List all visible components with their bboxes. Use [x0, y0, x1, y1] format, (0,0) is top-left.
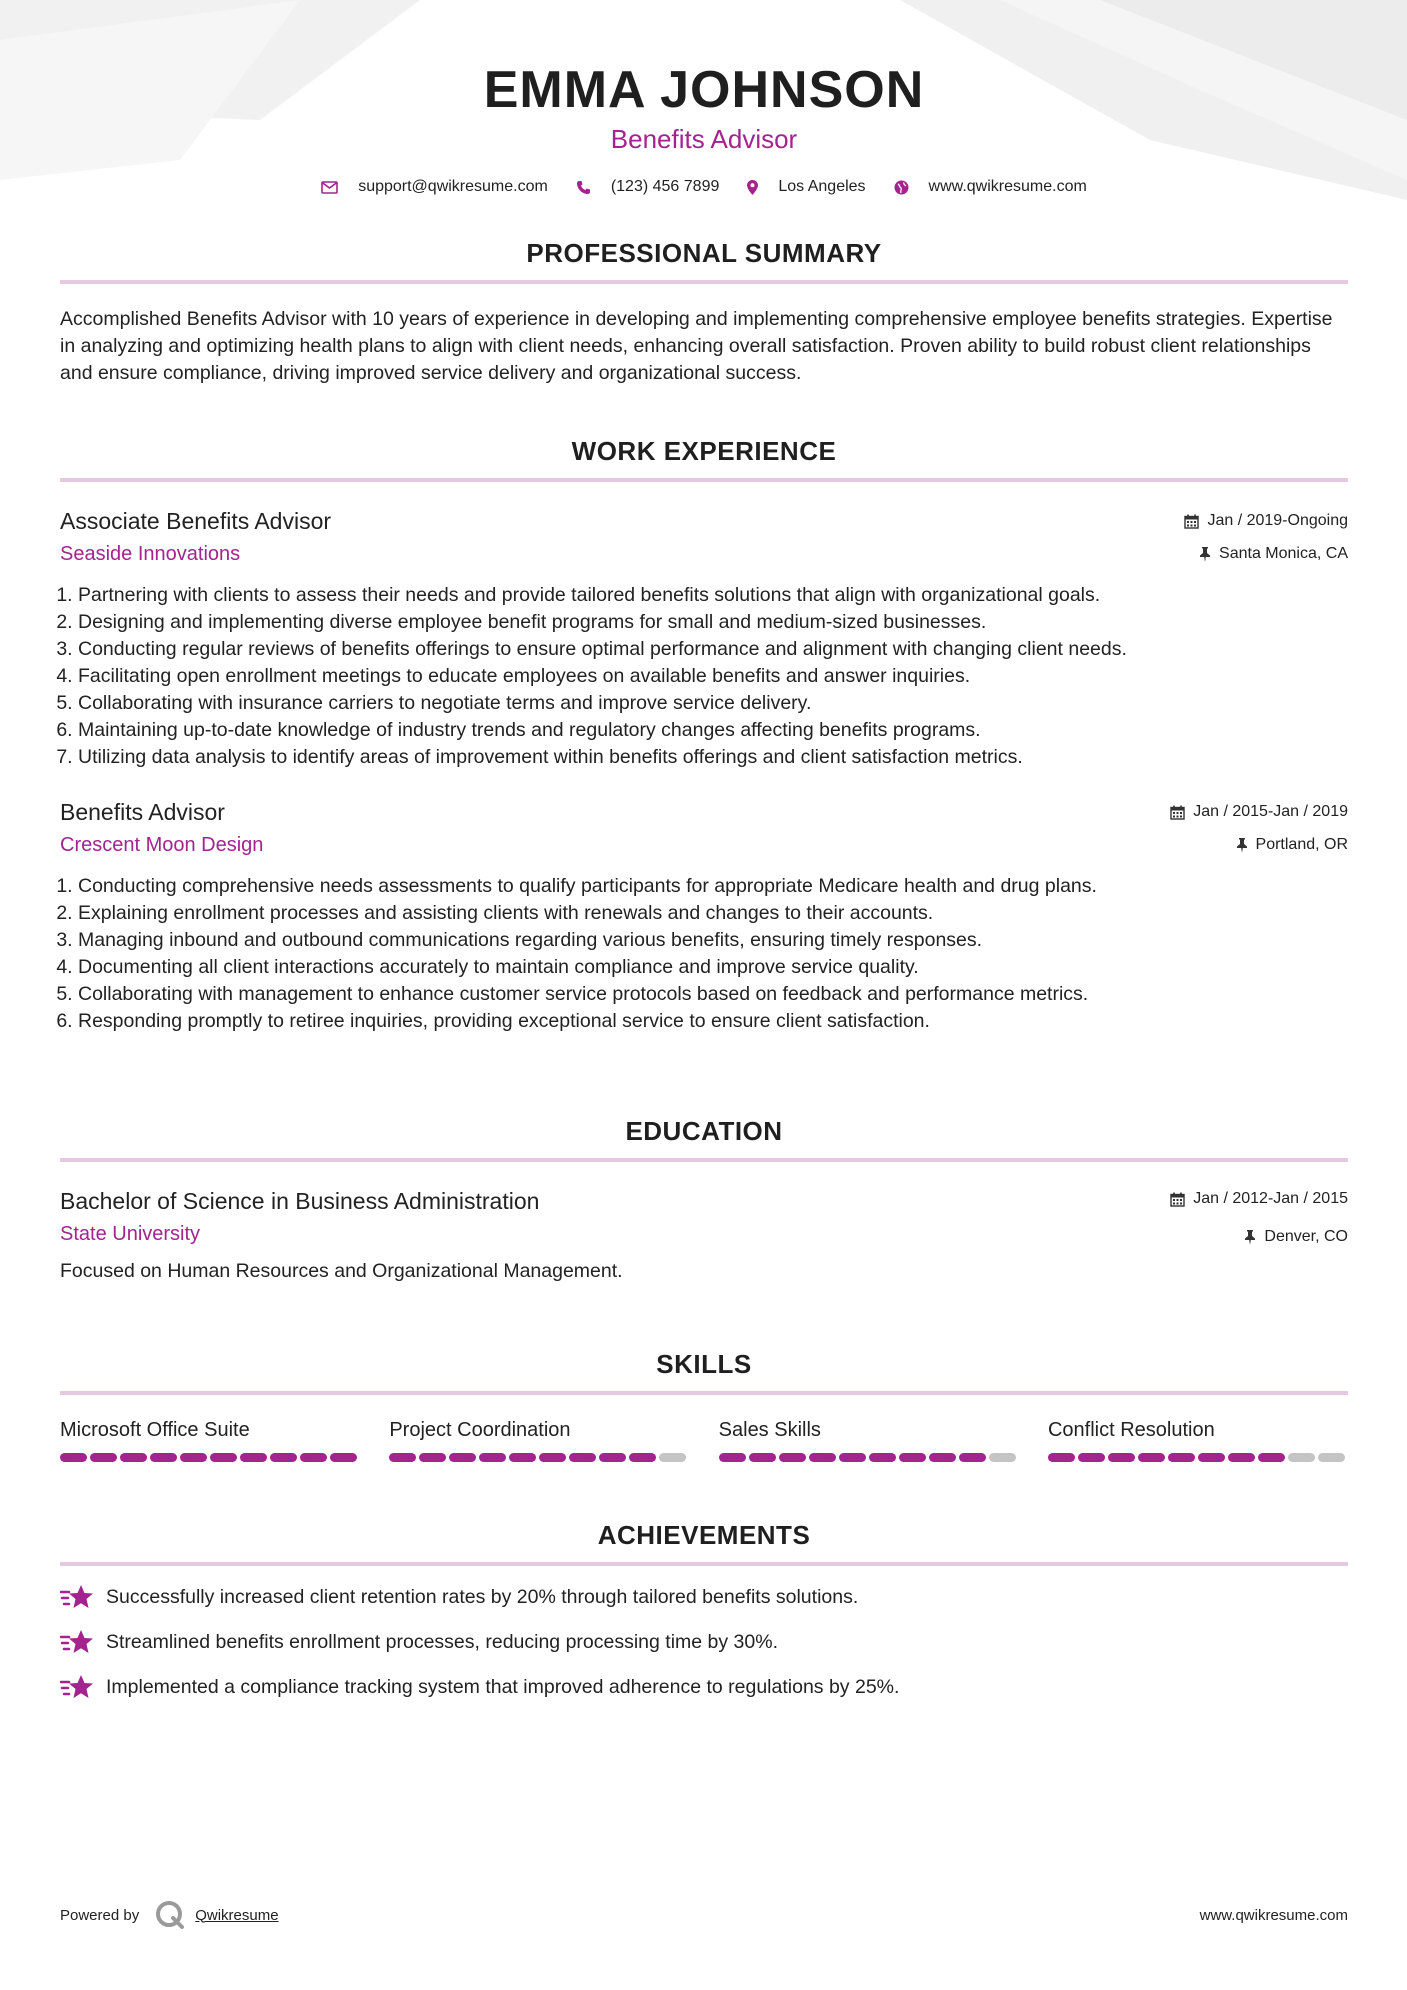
contact-email-text: support@qwikresume.com	[358, 178, 548, 195]
achievement-text: Streamlined benefits enrollment processes, reducing processing time by 30%.	[106, 1630, 779, 1653]
achievement-item	[60, 1628, 1348, 1656]
contact-website[interactable]	[894, 178, 1087, 196]
skill-segment-filled	[479, 1453, 506, 1462]
section-divider	[60, 1562, 1348, 1566]
skill-level-bar	[60, 1453, 360, 1462]
list-item: 3. Conducting regular reviews of benefits offerings to ensure optimal performance and alignment with changing client needs.	[78, 636, 1348, 663]
skill-label: Project Coordination	[389, 1419, 571, 1441]
skill-segment-filled	[210, 1453, 237, 1462]
qwikresume-link[interactable]: Qwikresume	[195, 1906, 279, 1924]
contact-location	[747, 178, 865, 196]
education-dates: Jan / 2012-Jan / 2015	[1193, 1190, 1348, 1207]
job-title: Associate Benefits Advisor	[60, 508, 332, 534]
skill-segment-filled	[1138, 1453, 1165, 1462]
calendar-icon	[1170, 805, 1185, 820]
skill-item	[60, 1417, 360, 1462]
qwikresume-logo-icon	[155, 1900, 185, 1930]
list-item: 2. Explaining enrollment processes and assisting clients with renewals and changes to their accounts.	[78, 900, 1348, 927]
phone-icon	[576, 180, 591, 195]
skill-segment-filled	[929, 1453, 956, 1462]
skill-segment-filled	[1048, 1453, 1075, 1462]
skill-segment-filled	[120, 1453, 147, 1462]
achievements-title: ACHIEVEMENTS	[597, 1520, 811, 1550]
skill-segment-filled	[1198, 1453, 1225, 1462]
summary-text: Accomplished Benefits Advisor with 10 years of experience in developing and implementing comprehensive employee benefits strategies. Expertise in analyzing and optimizing health plans to align with client needs, enhancing overall satisfaction. Proven ability to build robust client relationships and ensure compliance, driving improved service delivery and organizational success.	[60, 308, 1333, 384]
list-item: 7. Utilizing data analysis to identify areas of improvement within benefits offerings and client satisfaction metrics.	[78, 744, 1348, 771]
skill-segment-filled	[809, 1453, 836, 1462]
skill-label: Conflict Resolution	[1047, 1419, 1215, 1441]
skills-section	[60, 1347, 1348, 1462]
list-item: 4. Documenting all client interactions accurately to maintain compliance and improve service quality.	[78, 954, 1348, 981]
list-item: 1. Conducting comprehensive needs assessments to qualify participants for appropriate Medicare health and drug plans.	[78, 873, 1348, 900]
footer-website[interactable]: www.qwikresume.com	[1199, 1906, 1348, 1924]
skill-segment-filled	[539, 1453, 566, 1462]
skill-segment-filled	[270, 1453, 297, 1462]
achievement-text: Successfully increased client retention rates by 20% through tailored benefits solutions.	[106, 1585, 859, 1608]
skill-segment-filled	[779, 1453, 806, 1462]
list-item: 6. Maintaining up-to-date knowledge of industry trends and regulatory changes affecting benefits programs.	[78, 717, 1348, 744]
skill-segment-filled	[240, 1453, 267, 1462]
skill-segment-filled	[599, 1453, 626, 1462]
candidate-name: EMMA JOHNSON	[483, 61, 925, 119]
skills-title: SKILLS	[656, 1349, 752, 1379]
education-degree: Bachelor of Science in Business Administration	[60, 1188, 540, 1214]
skill-segment-filled	[449, 1453, 476, 1462]
resume-page	[60, 0, 1348, 1698]
section-divider	[60, 1158, 1348, 1162]
skill-segment-filled	[1168, 1453, 1195, 1462]
skill-segment-filled	[629, 1453, 656, 1462]
star-icon	[60, 1673, 94, 1701]
section-divider	[60, 280, 1348, 284]
list-item: 5. Collaborating with management to enhance customer service protocols based on feedback and performance metrics.	[78, 981, 1348, 1008]
skill-segment-filled	[330, 1453, 357, 1462]
skill-segment-filled	[569, 1453, 596, 1462]
calendar-icon	[1184, 514, 1199, 529]
skill-segment-filled	[1078, 1453, 1105, 1462]
achievement-text: Implemented a compliance tracking system that improved adherence to regulations by 25%.	[106, 1675, 900, 1698]
skill-segment-filled	[869, 1453, 896, 1462]
pushpin-icon	[1199, 547, 1211, 562]
skill-segment-filled	[899, 1453, 926, 1462]
job-entry	[60, 506, 1348, 771]
list-item: 6. Responding promptly to retiree inquiries, providing exceptional service to ensure client satisfaction.	[78, 1008, 1348, 1035]
skill-level-bar	[719, 1453, 1019, 1462]
skills-row	[60, 1417, 1348, 1462]
job-dates: Jan / 2019-Ongoing	[1207, 512, 1348, 529]
skill-segment-filled	[749, 1453, 776, 1462]
calendar-icon	[1170, 1192, 1185, 1207]
candidate-role: Benefits Advisor	[610, 124, 798, 154]
list-item: 5. Collaborating with insurance carriers to negotiate terms and improve service delivery.	[78, 690, 1348, 717]
job-title: Benefits Advisor	[60, 799, 225, 825]
page-footer	[60, 1900, 1348, 1930]
job-entry	[60, 797, 1348, 1035]
star-icon	[60, 1583, 94, 1611]
achievement-item	[60, 1673, 1348, 1701]
education-description: Focused on Human Resources and Organizational Management.	[60, 1260, 623, 1282]
contact-location-text: Los Angeles	[778, 178, 866, 195]
contact-row	[60, 178, 1348, 196]
section-divider	[60, 1391, 1348, 1395]
skill-segment-filled	[719, 1453, 746, 1462]
skill-segment-filled	[419, 1453, 446, 1462]
education-title: EDUCATION	[625, 1116, 783, 1146]
contact-phone-text: (123) 456 7899	[610, 178, 720, 195]
skill-item	[1048, 1417, 1348, 1462]
education-section	[60, 1114, 1348, 1285]
section-divider	[60, 478, 1348, 482]
job-bullets	[60, 873, 1348, 1035]
skill-segment-filled	[90, 1453, 117, 1462]
skill-segment-filled	[60, 1453, 87, 1462]
skill-segment-filled	[1108, 1453, 1135, 1462]
skill-segment-empty	[989, 1453, 1016, 1462]
map-pin-icon	[747, 180, 758, 195]
pushpin-icon	[1244, 1230, 1256, 1245]
job-dates: Jan / 2015-Jan / 2019	[1193, 803, 1348, 820]
contact-email[interactable]	[321, 178, 548, 196]
skill-segment-filled	[389, 1453, 416, 1462]
list-item: 3. Managing inbound and outbound communications regarding various benefits, ensuring timely responses.	[78, 927, 1348, 954]
skill-item	[389, 1417, 689, 1462]
powered-by-label: Powered by	[60, 1906, 140, 1924]
star-icon	[60, 1628, 94, 1656]
job-company: Seaside Innovations	[60, 543, 241, 565]
summary-title: PROFESSIONAL SUMMARY	[526, 238, 882, 268]
job-location: Portland, OR	[1255, 836, 1348, 853]
education-location: Denver, CO	[1264, 1228, 1348, 1245]
envelope-icon	[321, 181, 338, 194]
globe-icon	[894, 180, 909, 195]
skill-segment-empty	[1288, 1453, 1315, 1462]
skill-segment-empty	[1318, 1453, 1345, 1462]
skill-item	[719, 1417, 1019, 1462]
pushpin-icon	[1236, 838, 1248, 853]
summary-section	[60, 236, 1348, 387]
job-company: Crescent Moon Design	[60, 834, 264, 856]
job-location: Santa Monica, CA	[1219, 545, 1348, 562]
achievement-item	[60, 1583, 1348, 1611]
list-item: 4. Facilitating open enrollment meetings to educate employees on available benefits and answer inquiries.	[78, 663, 1348, 690]
contact-website-text: www.qwikresume.com	[928, 178, 1087, 195]
skill-segment-filled	[839, 1453, 866, 1462]
skill-label: Microsoft Office Suite	[60, 1419, 250, 1441]
list-item: 1. Partnering with clients to assess their needs and provide tailored benefits solutions that align with organizational goals.	[78, 582, 1348, 609]
education-school: State University	[60, 1223, 201, 1245]
skill-segment-filled	[300, 1453, 327, 1462]
skill-level-bar	[389, 1453, 689, 1462]
skill-label: Sales Skills	[718, 1419, 821, 1441]
skill-segment-filled	[1228, 1453, 1255, 1462]
skill-segment-filled	[180, 1453, 207, 1462]
skill-segment-filled	[959, 1453, 986, 1462]
skill-segment-empty	[659, 1453, 686, 1462]
experience-section	[60, 434, 1348, 1035]
skill-segment-filled	[1258, 1453, 1285, 1462]
contact-phone[interactable]	[576, 178, 720, 196]
skill-segment-filled	[509, 1453, 536, 1462]
resume-header	[60, 0, 1348, 196]
skill-level-bar	[1048, 1453, 1348, 1462]
job-bullets	[60, 582, 1348, 771]
experience-title: WORK EXPERIENCE	[571, 436, 837, 466]
list-item: 2. Designing and implementing diverse employee benefit programs for small and medium-sized businesses.	[78, 609, 1348, 636]
skill-segment-filled	[150, 1453, 177, 1462]
achievements-section	[60, 1518, 1348, 1701]
